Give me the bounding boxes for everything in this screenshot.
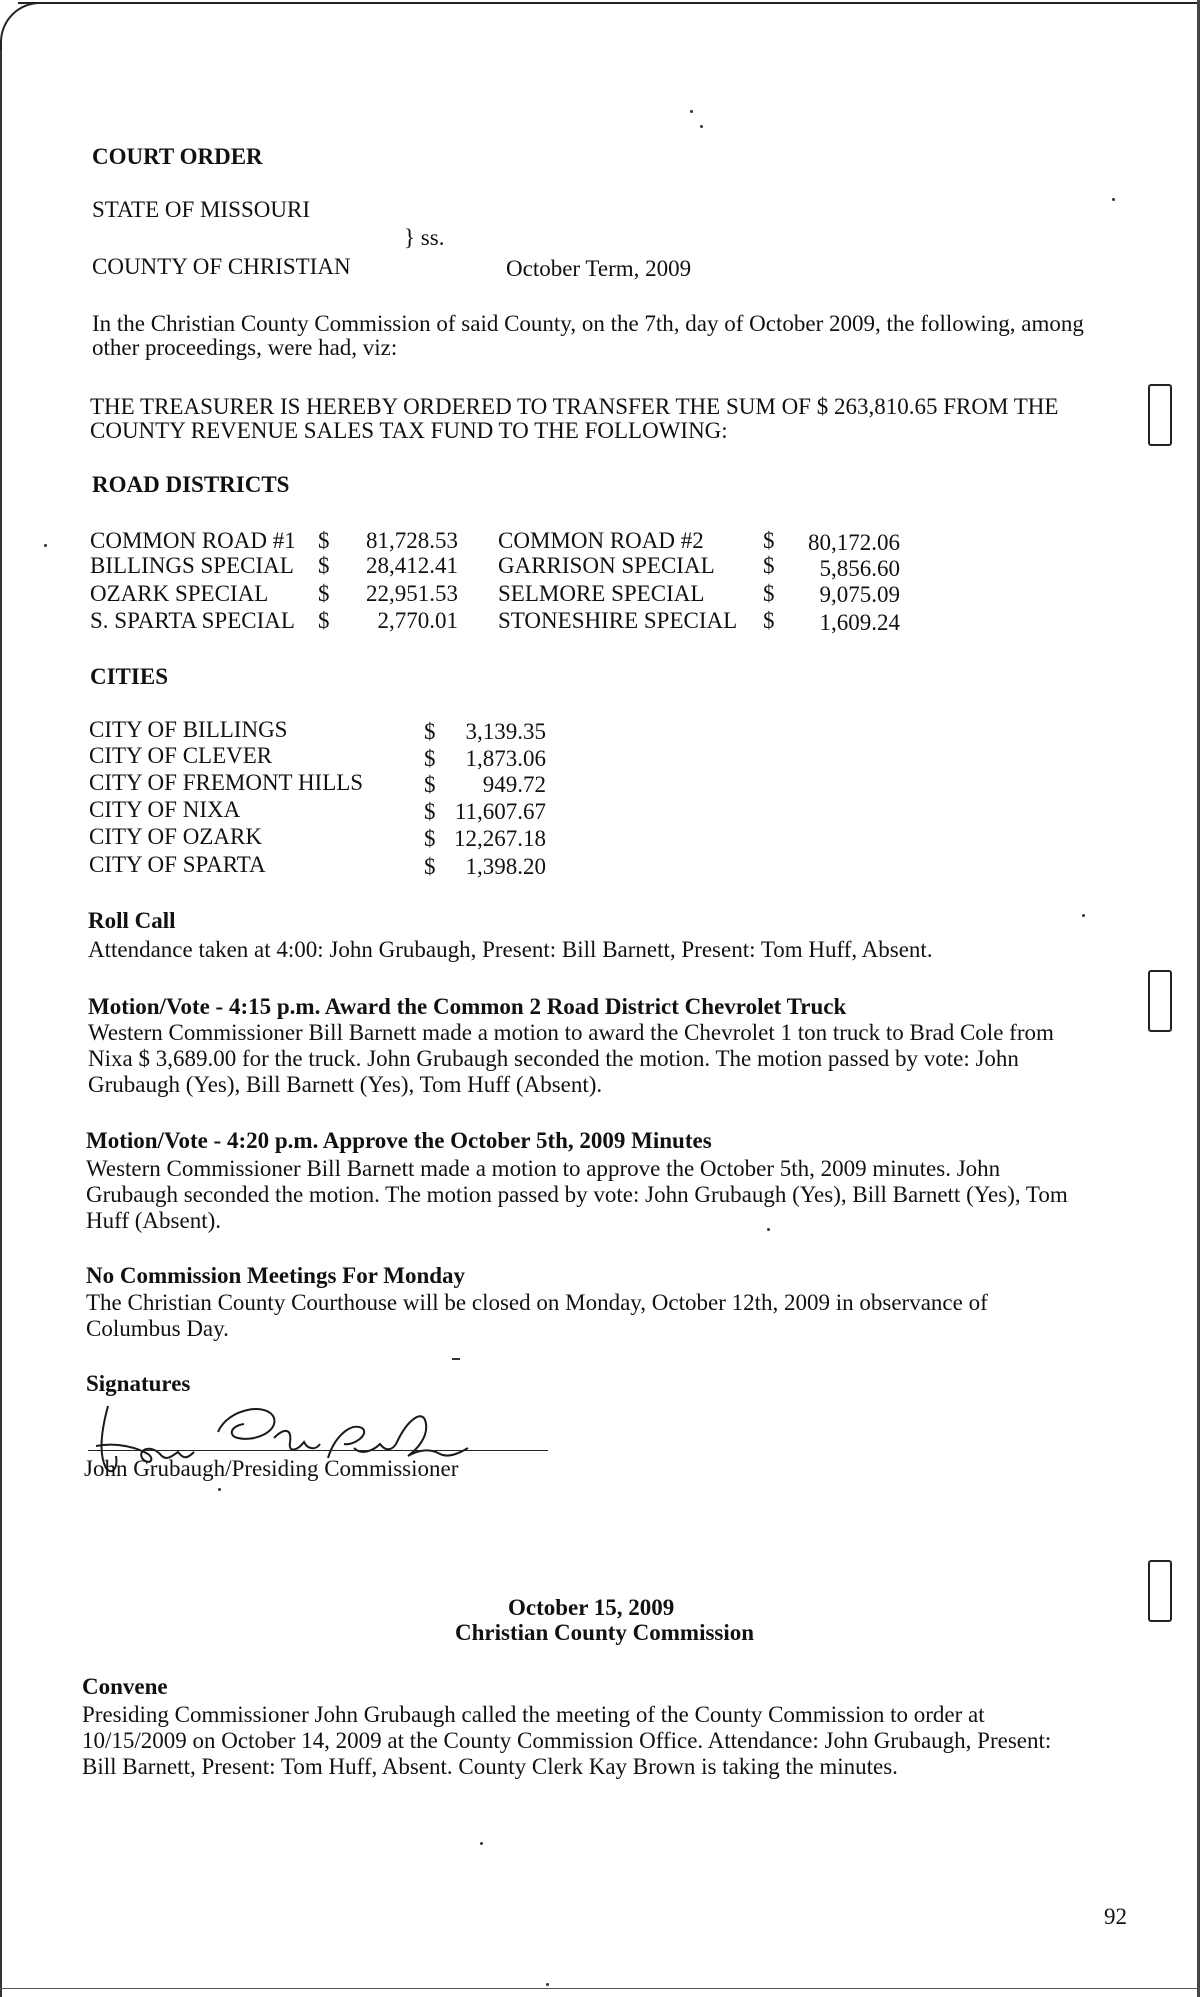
currency-sign: $	[424, 746, 436, 771]
city-amount: 1,873.06	[465, 746, 546, 771]
binder-tab	[1148, 384, 1172, 446]
scan-speck	[44, 544, 47, 547]
signature-line	[88, 1450, 548, 1451]
scan-speck	[700, 125, 703, 128]
motion-1-line-1: Western Commissioner Bill Barnett made a motion to award the Chevrolet 1 ton truck to Brad Cole from	[88, 1020, 1054, 1045]
convene-heading: Convene	[82, 1674, 168, 1699]
binder-tab	[1148, 1560, 1172, 1622]
currency-sign: $	[424, 854, 436, 879]
city-name: CITY OF BILLINGS	[89, 717, 288, 742]
scan-speck	[218, 1488, 221, 1491]
road-right-name: GARRISON SPECIAL	[498, 553, 715, 578]
road-districts-heading: ROAD DISTRICTS	[92, 472, 290, 497]
ss-label: } ss.	[404, 225, 445, 250]
road-left-name: S. SPARTA SPECIAL	[90, 608, 295, 633]
currency-sign: $	[763, 528, 775, 553]
motion-2-line-1: Western Commissioner Bill Barnett made a motion to approve the October 5th, 2009 minutes. John	[86, 1156, 1001, 1181]
city-amount: 1,398.20	[465, 854, 546, 879]
currency-sign: $	[763, 608, 775, 633]
city-amount: 3,139.35	[465, 719, 546, 744]
road-right-name: STONESHIRE SPECIAL	[498, 608, 738, 633]
motion-1-line-2: Nixa $ 3,689.00 for the truck. John Grubaugh seconded the motion. The motion passed by vote: John	[88, 1046, 1019, 1071]
cities-heading: CITIES	[90, 664, 168, 689]
scan-speck	[1112, 198, 1115, 201]
next-meeting-body: Christian County Commission	[455, 1620, 755, 1645]
convene-line-1: Presiding Commissioner John Grubaugh called the meeting of the County Commission to order at	[82, 1702, 985, 1727]
city-name: CITY OF CLEVER	[89, 743, 273, 768]
intro-line-2: other proceedings, were had, viz:	[92, 335, 398, 360]
signature-caption: John Grubaugh/Presiding Commissioner	[84, 1456, 459, 1481]
city-amount: 12,267.18	[454, 826, 546, 851]
road-left-amount: 22,951.53	[366, 581, 458, 606]
road-right-amount: 80,172.06	[808, 530, 900, 555]
convene-line-2: 10/15/2009 on October 14, 2009 at the County Commission Office. Attendance: John Grubaugh, Present:	[82, 1728, 1052, 1753]
currency-sign: $	[424, 826, 436, 851]
currency-sign: $	[424, 719, 436, 744]
city-amount: 11,607.67	[454, 799, 546, 824]
motion-2-line-2: Grubaugh seconded the motion. The motion passed by vote: John Grubaugh (Yes), Bill Barnett (Yes), Tom	[86, 1182, 1068, 1207]
road-right-name: SELMORE SPECIAL	[498, 581, 705, 606]
road-left-name: COMMON ROAD #1	[90, 528, 296, 553]
order-line-1: THE TREASURER IS HEREBY ORDERED TO TRANSFER THE SUM OF $ 263,810.65 FROM THE	[90, 394, 1059, 419]
roll-call-heading: Roll Call	[88, 908, 176, 933]
city-name: CITY OF SPARTA	[89, 852, 266, 877]
convene-line-3: Bill Barnett, Present: Tom Huff, Absent. County Clerk Kay Brown is taking the minutes.	[82, 1754, 898, 1779]
state-label: STATE OF MISSOURI	[92, 197, 310, 222]
motion-2-heading: Motion/Vote - 4:20 p.m. Approve the October 5th, 2009 Minutes	[86, 1128, 712, 1153]
signatures-heading: Signatures	[86, 1371, 191, 1396]
road-right-name: COMMON ROAD #2	[498, 528, 704, 553]
scan-border-left	[0, 50, 2, 1997]
motion-1-heading: Motion/Vote - 4:15 p.m. Award the Common 2 Road District Chevrolet Truck	[88, 994, 847, 1019]
scan-speck	[1082, 914, 1085, 917]
intro-line-1: In the Christian County Commission of said County, on the 7th, day of October 2009, the following, among	[92, 311, 1084, 336]
scan-speck	[767, 1228, 770, 1231]
city-amount: 949.72	[482, 772, 546, 797]
currency-sign: $	[424, 772, 436, 797]
city-name: CITY OF OZARK	[89, 824, 262, 849]
roll-call-text: Attendance taken at 4:00: John Grubaugh, Present: Bill Barnett, Present: Tom Huff, Absent.	[88, 937, 933, 962]
no-meeting-line-1: The Christian County Courthouse will be closed on Monday, October 12th, 2009 in observance of	[86, 1290, 988, 1315]
road-left-amount: 81,728.53	[366, 528, 458, 553]
currency-sign: $	[763, 581, 775, 606]
currency-sign: $	[318, 553, 330, 578]
document-title: COURT ORDER	[92, 144, 263, 169]
road-right-amount: 5,856.60	[819, 556, 900, 581]
currency-sign: $	[763, 553, 775, 578]
binder-tab	[1148, 970, 1172, 1032]
road-right-amount: 1,609.24	[819, 610, 900, 635]
scan-border-top	[18, 2, 1200, 4]
no-meeting-heading: No Commission Meetings For Monday	[86, 1263, 466, 1288]
term-label: October Term, 2009	[506, 256, 692, 281]
currency-sign: $	[424, 799, 436, 824]
currency-sign: $	[318, 608, 330, 633]
no-meeting-line-2: Columbus Day.	[86, 1316, 229, 1341]
page-number: 92	[1104, 1904, 1127, 1929]
motion-2-line-3: Huff (Absent).	[86, 1208, 221, 1233]
scan-speck	[452, 1358, 460, 1360]
road-right-amount: 9,075.09	[819, 582, 900, 607]
motion-1-line-3: Grubaugh (Yes), Bill Barnett (Yes), Tom Huff (Absent).	[88, 1072, 603, 1097]
scan-border-corner	[0, 2, 42, 64]
scan-speck	[546, 1983, 549, 1986]
next-meeting-date: October 15, 2009	[508, 1595, 675, 1620]
currency-sign: $	[318, 528, 330, 553]
county-label: COUNTY OF CHRISTIAN	[92, 254, 351, 279]
city-name: CITY OF NIXA	[89, 797, 241, 822]
city-name: CITY OF FREMONT HILLS	[89, 770, 364, 795]
currency-sign: $	[318, 581, 330, 606]
road-left-name: BILLINGS SPECIAL	[90, 553, 294, 578]
scan-speck	[690, 110, 693, 113]
road-left-amount: 2,770.01	[377, 608, 458, 633]
road-left-name: OZARK SPECIAL	[90, 581, 269, 606]
scan-border-bottom	[0, 1988, 1200, 1989]
road-left-amount: 28,412.41	[366, 553, 458, 578]
scan-speck	[480, 1842, 483, 1845]
order-line-2: COUNTY REVENUE SALES TAX FUND TO THE FOLLOWING:	[90, 418, 728, 443]
